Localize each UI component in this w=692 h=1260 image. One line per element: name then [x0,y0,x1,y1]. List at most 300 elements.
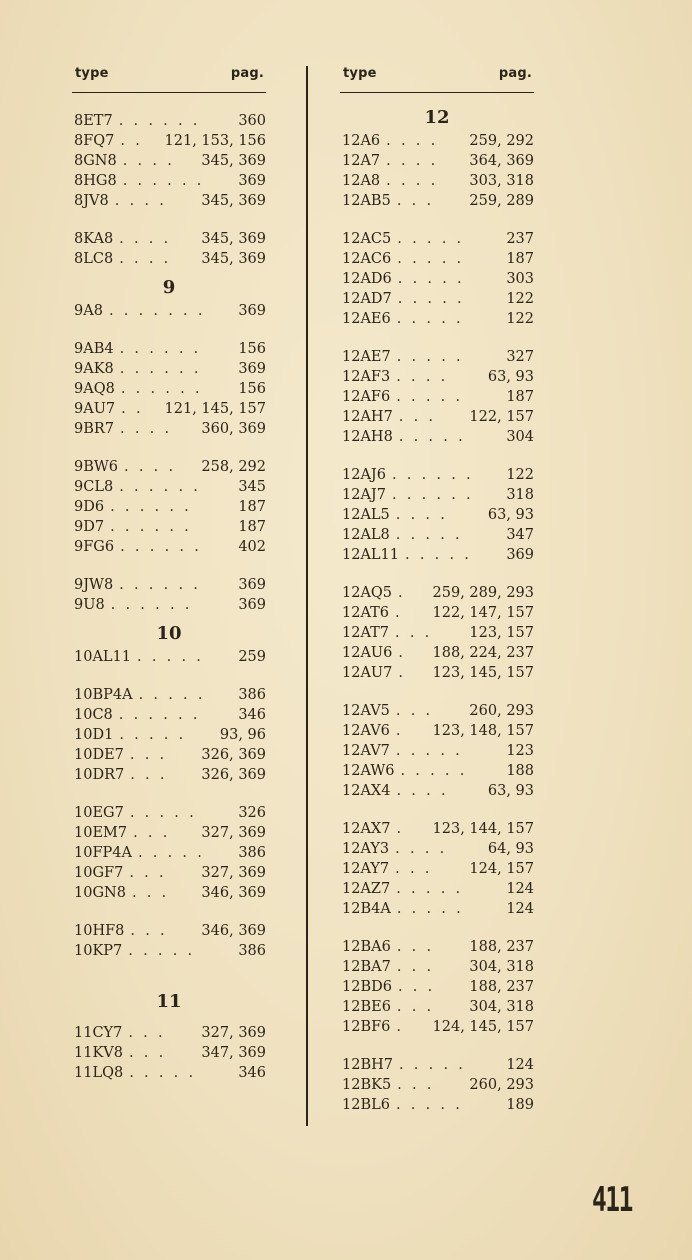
leader-dots: . . [121,401,144,417]
tube-type: 9AK8 [74,361,114,377]
index-entry [340,289,534,309]
page-references: 189 [506,1097,534,1113]
index-entry [72,249,266,269]
tube-type: 12AJ7 [342,487,386,503]
page-references: 187 [238,499,266,515]
leader-dots: . . . . [396,783,449,799]
leader-dots: . . . . . . [391,487,474,503]
tube-type: 12AL8 [342,527,390,543]
tube-type: 10EG7 [74,805,124,821]
leader-dots: . . [120,133,143,149]
leader-dots: . . . [396,193,434,209]
tube-type: 10C8 [74,707,113,723]
leader-dots: . . . . . [119,727,186,743]
page-references: 326, 369 [201,767,266,783]
page-references: 188, 237 [469,979,534,995]
tube-type: 12AY3 [342,841,390,857]
index-entry [340,997,534,1017]
tube-type: 12AX7 [342,821,391,837]
leader-dots: . . . . . [395,743,463,759]
tube-type: 12AU7 [342,665,393,681]
page-references: 345 [238,479,266,495]
page-references: 369 [238,597,266,613]
index-entry [72,921,266,941]
index-entry [340,249,534,269]
column-divider [306,66,308,1126]
page-references: 360, 369 [201,421,266,437]
page-references: 386 [238,943,266,959]
index-entry [340,859,534,879]
index-column-left [72,62,266,1081]
index-entry [340,781,534,801]
tube-type: 10DE7 [74,747,124,763]
leader-dots: . . . . . . [119,577,201,593]
page-references: 124, 145, 157 [432,1019,534,1035]
tube-type: 10FP4A [74,845,132,861]
page-references: 64, 93 [487,841,534,857]
leader-dots: . . . . . [400,763,468,779]
leader-dots: . . . [128,1045,167,1061]
leader-dots: . . . . . [396,349,464,365]
leader-dots: . [396,1019,404,1035]
leader-dots: . . . . [395,841,448,857]
index-entry [340,465,534,485]
page-references: 187 [238,519,266,535]
tube-type: 12AD7 [342,291,392,307]
index-entry [72,647,266,667]
tube-type: 12AD6 [342,271,392,287]
index-entry [340,879,534,899]
index-entry [340,367,534,387]
type-column-label: type [75,66,109,81]
leader-dots: . . . . . [129,1065,196,1081]
page-references: 345, 369 [201,193,266,209]
index-entry [72,517,266,537]
leader-dots: . . . . . [128,943,195,959]
type-column-label: type [343,66,377,81]
index-entry [340,819,534,839]
leader-dots: . . . [396,939,434,955]
page-references: 258, 292 [201,459,266,475]
index-entry [340,151,534,171]
page-references: 121, 153, 156 [164,133,266,149]
leader-dots: . . . . [120,421,172,437]
page-references: 326 [238,805,266,821]
index-entry [72,111,266,131]
index-entry [72,229,266,249]
page-references: 121, 145, 157 [164,401,266,417]
tube-type: 12BL6 [342,1097,390,1113]
index-entry [340,309,534,329]
tube-type: 8LC8 [74,251,114,267]
page-number: 411 [592,1180,632,1220]
page-references: 327, 369 [201,825,266,841]
index-entry [340,505,534,525]
index-entry [72,477,266,497]
index-entry [340,131,534,151]
index-entry [72,1023,266,1043]
section-heading: 9 [162,277,176,298]
tube-type: 12AT6 [342,605,390,621]
column-header [340,62,534,93]
leader-dots: . . . . . [395,1097,463,1113]
leader-dots: . . . . . [396,389,463,405]
tube-type: 12BA7 [342,959,391,975]
tube-type: 12AC5 [342,231,392,247]
tube-type: 9BW6 [74,459,119,475]
leader-dots: . . . [133,825,171,841]
index-entry [72,1063,266,1083]
page-references: 326, 369 [201,747,266,763]
tube-type: 8ET7 [74,113,113,129]
leader-dots: . . . . . . [118,707,201,723]
page-references: 345, 369 [201,251,266,267]
index-entry [72,843,266,863]
leader-dots: . . . . . [138,687,206,703]
tube-type: 12AX4 [342,783,391,799]
leader-dots: . . . . . [405,547,472,563]
page-references: 123 [506,743,534,759]
tube-type: 12BA6 [342,939,391,955]
index-entry [72,863,266,883]
page-references: 327, 369 [201,1025,266,1041]
index-entry [72,575,266,595]
leader-dots: . . . [131,885,169,901]
index-entry [72,595,266,615]
tube-type: 12AQ5 [342,585,393,601]
leader-dots: . . . [398,409,436,425]
tube-type: 9FG6 [74,539,115,555]
leader-dots: . . . [130,923,168,939]
page-references: 318 [506,487,534,503]
page-references: 364, 369 [469,153,534,169]
tube-type: 12BE6 [342,999,391,1015]
page-references: 187 [506,389,534,405]
tube-type: 12AL11 [342,547,400,563]
index-entry [340,741,534,761]
leader-dots: . . . . . [397,291,465,307]
leader-dots: . . . . . [398,1057,466,1073]
tube-type: 12A8 [342,173,381,189]
index-entry [340,191,534,211]
tube-type: 12BD6 [342,979,392,995]
leader-dots: . . . . . . [119,341,202,357]
tube-type: 12AV6 [342,723,390,739]
tube-type: 12AZ7 [342,881,391,897]
tube-type: 8HG8 [74,173,117,189]
page-references: 346, 369 [201,885,266,901]
index-entry [340,643,534,663]
tube-type: 12AW6 [342,763,395,779]
page-references: 345, 369 [201,153,266,169]
index-entry [72,883,266,903]
leader-dots: . . . . . . [122,173,205,189]
tube-type: 9JW8 [74,577,114,593]
page-references: 346 [238,707,266,723]
page-references: 369 [238,361,266,377]
tube-type: 12BF6 [342,1019,391,1035]
leader-dots: . . . . . [396,901,464,917]
leader-dots: . [395,605,403,621]
index-entry [72,765,266,785]
index-entry [340,229,534,249]
section-heading: 10 [156,623,182,644]
page-references: 303 [506,271,534,287]
page-references: 187 [506,251,534,267]
page-references: 188, 237 [469,939,534,955]
tube-type: 10HF8 [74,923,125,939]
leader-dots: . . . . . [396,311,464,327]
page-references: 304 [506,429,534,445]
leader-dots: . . . [396,959,434,975]
index-entry [340,545,534,565]
tube-type: 12A6 [342,133,381,149]
tube-type: 12BH7 [342,1057,393,1073]
index-entry [72,191,266,211]
page-references: 304, 318 [469,959,534,975]
index-entry [72,379,266,399]
page-references: 369 [238,577,266,593]
index-entry [340,977,534,997]
tube-type: 12AH8 [342,429,393,445]
tube-type: 10BP4A [74,687,133,703]
page-references: 63, 93 [487,369,534,385]
leader-dots: . . . . [124,459,176,475]
tube-type: 12B4A [342,901,391,917]
page-column-label: pag. [498,66,532,81]
tube-type: 12AE6 [342,311,391,327]
index-entry [340,407,534,427]
index-entry [340,347,534,367]
leader-dots: . . . . . . [119,479,201,495]
leader-dots: . . . . . [396,881,463,897]
page-references: 123, 145, 157 [432,665,534,681]
index-entry [340,269,534,289]
page-references: 122, 157 [469,409,534,425]
index-entry [340,663,534,683]
leader-dots: . . . . . . [119,361,202,377]
leader-dots: . . . . [119,251,172,267]
page-references: 260, 293 [469,703,534,719]
tube-type: 12AJ6 [342,467,386,483]
tube-type: 9D6 [74,499,105,515]
tube-type: 12AU6 [342,645,393,661]
page-references: 259 [238,649,266,665]
index-entry [72,537,266,557]
tube-type: 9BR7 [74,421,115,437]
tube-type: 10KP7 [74,943,123,959]
tube-type: 12BK5 [342,1077,392,1093]
leader-dots: . . . . . [129,805,197,821]
index-entry [340,839,534,859]
tube-type: 8GN8 [74,153,117,169]
page-references: 237 [506,231,534,247]
index-entry [72,941,266,961]
page-references: 122 [506,467,534,483]
leader-dots: . . . . . . [110,597,193,613]
page-references: 346 [238,1065,266,1081]
tube-type: 12AV7 [342,743,390,759]
page-references: 123, 144, 157 [432,821,534,837]
tube-type: 12AB5 [342,193,391,209]
leader-dots: . . . [395,703,433,719]
page-references: 124 [506,1057,534,1073]
page-references: 327 [506,349,534,365]
page-references: 360 [238,113,266,129]
leader-dots: . . . . [122,153,175,169]
page-references: 347 [506,527,534,543]
index-entry [72,171,266,191]
tube-type: 10AL11 [74,649,132,665]
page-references: 188 [506,763,534,779]
page-references: 259, 289, 293 [432,585,534,601]
tube-type: 9CL8 [74,479,114,495]
page-references: 124, 157 [469,861,534,877]
tube-type: 12AF3 [342,369,391,385]
tube-type: 10DR7 [74,767,125,783]
column-header [72,62,266,93]
leader-dots: . . . . . [397,231,464,247]
page-references: 122, 147, 157 [432,605,534,621]
index-entry [340,721,534,741]
leader-dots: . . . . [114,193,167,209]
index-entry [340,1017,534,1037]
leader-dots: . . . . [396,369,449,385]
tube-type: 12AT7 [342,625,390,641]
page-references: 93, 96 [219,727,266,743]
page-references: 347, 369 [201,1045,266,1061]
tube-type: 10GF7 [74,865,124,881]
index-entry [72,339,266,359]
page-references: 63, 93 [487,783,534,799]
tube-type: 9U8 [74,597,105,613]
page-references: 123, 157 [469,625,534,641]
leader-dots: . . . [130,767,168,783]
leader-dots: . . . . [119,231,172,247]
index-entry [340,583,534,603]
leader-dots: . . . . . [397,271,465,287]
tube-type: 10GN8 [74,885,126,901]
leader-dots: . . . . . . [120,381,203,397]
page-references: 259, 289 [469,193,534,209]
leader-dots: . . . . . . [391,467,474,483]
tube-type: 9A8 [74,303,103,319]
leader-dots: . . . [396,999,434,1015]
page-references: 124 [506,881,534,897]
leader-dots: . . . [128,1025,166,1041]
leader-dots: . . . . . [395,527,463,543]
page-references: 122 [506,291,534,307]
page-references: 369 [238,303,266,319]
index-entry [340,1055,534,1075]
leader-dots: . . . [397,979,436,995]
tube-type: 9AU7 [74,401,116,417]
page-references: 260, 293 [469,1077,534,1093]
leader-dots: . [395,723,404,739]
index-entry [72,151,266,171]
index-entry [72,497,266,517]
page-references: 156 [238,381,266,397]
index-entry [72,399,266,419]
index-entry [340,1075,534,1095]
index-entry [340,427,534,447]
tube-type: 11KV8 [74,1045,123,1061]
leader-dots: . . . . . . [110,499,192,515]
page-references: 345, 369 [201,231,266,247]
tube-type: 8KA8 [74,231,114,247]
index-entry [340,937,534,957]
tube-type: 12AC6 [342,251,392,267]
leader-dots: . . . . . [397,251,464,267]
index-entry [72,359,266,379]
page-references: 124 [506,901,534,917]
leader-dots: . [398,585,406,601]
index-entry [340,899,534,919]
page-references: 369 [238,173,266,189]
tube-type: 10D1 [74,727,114,743]
section-heading: 11 [156,991,182,1012]
leader-dots: . . . . [386,173,439,189]
index-entry [340,485,534,505]
tube-type: 12AY7 [342,861,390,877]
leader-dots: . . . [395,625,433,641]
leader-dots: . . . . [386,153,439,169]
leader-dots: . . . [395,861,433,877]
index-column-right [340,62,534,1113]
leader-dots: . . . [397,1077,435,1093]
tube-type: 11LQ8 [74,1065,124,1081]
index-entry [72,705,266,725]
page-references: 369 [506,547,534,563]
index-entry [340,701,534,721]
page-references: 402 [238,539,266,555]
page-references: 327, 369 [201,865,266,881]
index-entry [340,171,534,191]
leader-dots: . . . . . . [120,539,202,555]
leader-dots: . . . . [395,507,448,523]
index-entry [340,387,534,407]
tube-type: 12AV5 [342,703,390,719]
tube-type: 12AF6 [342,389,391,405]
tube-type: 12A7 [342,153,381,169]
page-column-label: pag. [230,66,264,81]
index-entry [72,745,266,765]
page-references: 123, 148, 157 [432,723,534,739]
tube-type: 10EM7 [74,825,128,841]
index-entry [72,685,266,705]
index-entry [340,623,534,643]
leader-dots: . . . . . . [110,519,192,535]
index-entry [340,1095,534,1115]
tube-type: 9D7 [74,519,105,535]
index-entry [72,1043,266,1063]
leader-dots: . . . . [386,133,439,149]
index-entry [72,419,266,439]
index-entry [72,457,266,477]
page-references: 188, 224, 237 [432,645,534,661]
tube-type: 9AB4 [74,341,114,357]
index-entry [340,603,534,623]
tube-type: 12AL5 [342,507,390,523]
leader-dots: . [398,645,406,661]
page-references: 386 [238,687,266,703]
page-references: 386 [238,845,266,861]
leader-dots: . . . [129,865,167,881]
page-references: 259, 292 [469,133,534,149]
index-entry [340,957,534,977]
section-heading: 12 [424,107,450,128]
index-entry [340,525,534,545]
